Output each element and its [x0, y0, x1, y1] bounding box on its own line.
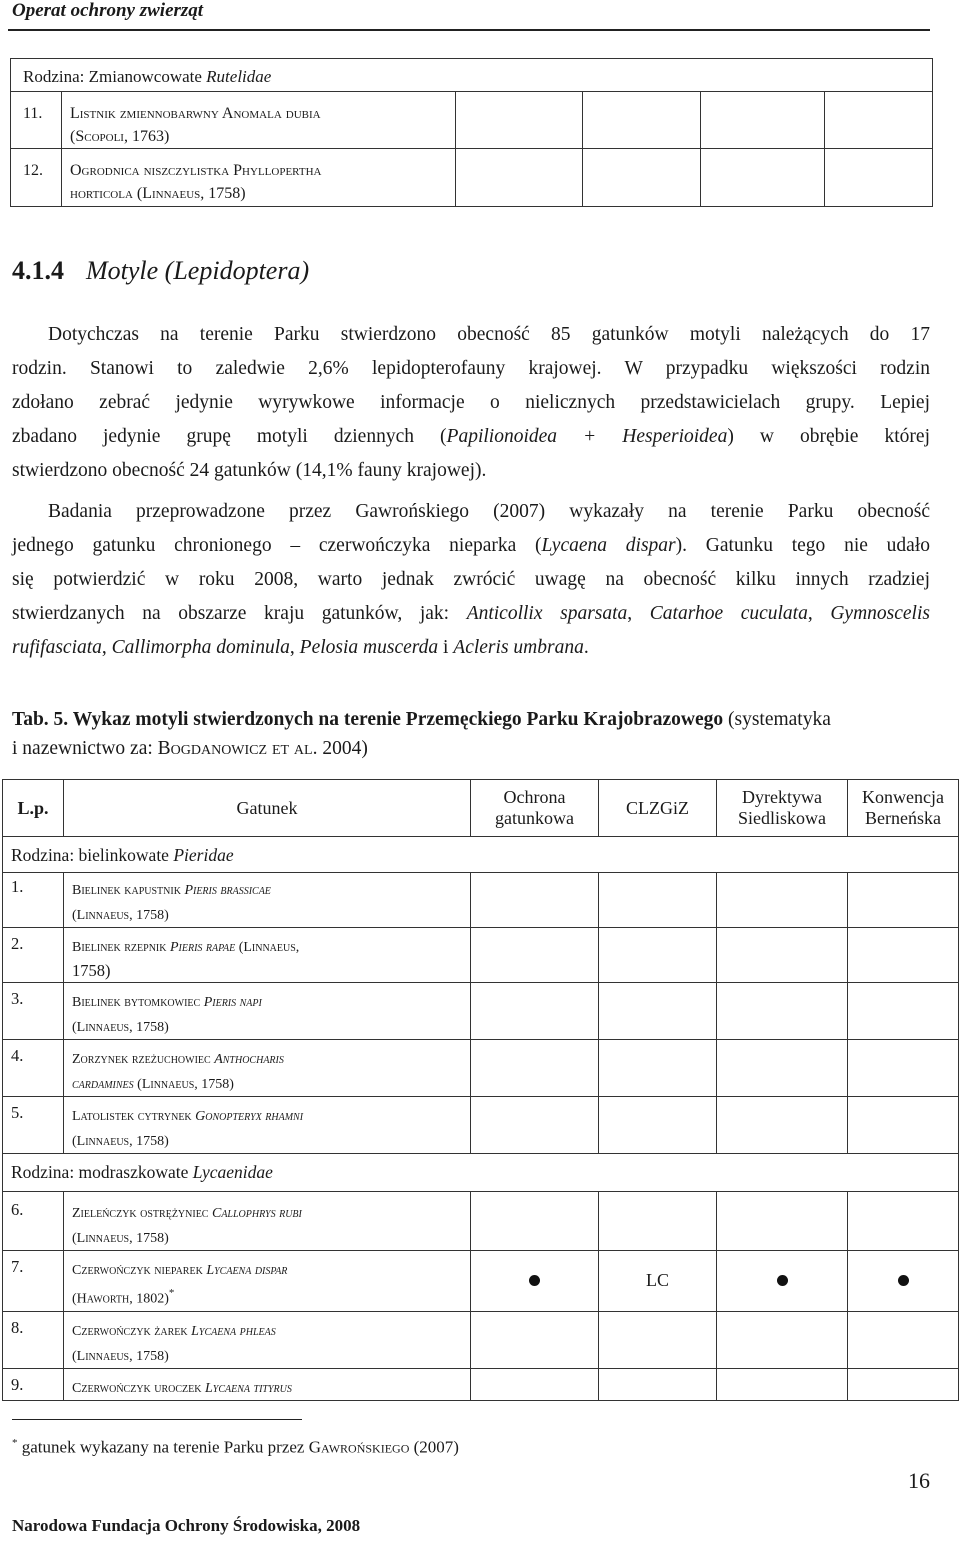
section-heading [12, 256, 309, 286]
row-number: 7. [3, 1251, 64, 1312]
family-row-pieridae: Rodzina: bielinkowate Pieridae [3, 837, 959, 873]
row-number: 12. [11, 149, 62, 207]
cell-empty [717, 1040, 848, 1097]
cell-empty [471, 1311, 599, 1368]
cell-empty [825, 149, 933, 207]
species-name: Zieleńczyk ostrężyniec Callophrys rubi (Linnaeus, 1758) [64, 1192, 471, 1251]
cell-empty [599, 983, 717, 1040]
paragraph-1: Dotychczas na terenie Parku stwierdzono obecność 85 gatunków motyli należących do 17 rodzin. Stanowi to zaledwie 2,6% lepidopterofauny krajowej. W przypadku większości rodzin zdołano zebrać jedynie wyrywkowe informacje o nielicznych przedstawicielach grupy. Lepiej zbadano jedynie grupę motyli dziennych (Papilionoidea + Hesperioidea) w obrębie której stwierdzono obecność 24 gatunków (14,1% fauny krajowej). [12, 324, 930, 481]
document-header-title: Operat ochrony zwierząt [12, 0, 204, 21]
cell-empty [825, 92, 933, 149]
species-name: Bielinek kapustnik Pieris brassicae (Linnaeus, 1758) [64, 873, 471, 928]
header-konwencja: Konwencja Berneńska [848, 780, 959, 837]
dyrektywa-cell [717, 1251, 848, 1312]
cell-empty [471, 928, 599, 983]
cell-empty [471, 1097, 599, 1154]
cell-empty [848, 928, 959, 983]
species-name: Czerwończyk uroczek Lycaena tityrus [64, 1368, 471, 1400]
cell-empty [583, 92, 701, 149]
family-latin: Rutelidae [206, 67, 272, 86]
header-divider [8, 29, 930, 31]
convention-dot [898, 1275, 909, 1286]
cell-empty [717, 1192, 848, 1251]
cell-empty [456, 92, 583, 149]
family-row-rutelidae [11, 59, 933, 92]
family-label: Rodzina: Zmianowcowate [23, 67, 202, 86]
header-lp: L.p. [3, 780, 64, 837]
cell-empty [717, 928, 848, 983]
cell-empty [471, 1368, 599, 1400]
rutelidae-table [10, 58, 933, 207]
species-name: Latolistek cytrynek Gonopteryx rhamni (Linnaeus, 1758) [64, 1097, 471, 1154]
paragraph-2: Badania przeprowadzone przez Gawrońskiego (2007) wykazały na terenie Parku obecność jednego gatunku chronionego – czerwończyka nieparka (Lycaena dispar). Gatunku tego nie udało się potwierdzić w roku 2008, warto jednak zwrócić uwagę na obecność kilku innych rzadziej stwierdzanych na obszarze kraju gatunków, jak: Anticollix sparsata, Catarhoe cuculata, Gymnoscelis rufifasciata, Callimorpha dominula, Pelosia muscerda i Acleris umbrana. [12, 501, 930, 658]
cell-empty [717, 1097, 848, 1154]
row-number: 8. [3, 1311, 64, 1368]
family-row-lycaenidae: Rodzina: modraszkowate Lycaenidae [3, 1154, 959, 1192]
lepidoptera-table [2, 779, 959, 1401]
section-number: 4.1.4 [12, 256, 64, 285]
cell-empty [599, 873, 717, 928]
footnote: * gatunek wykazany na terenie Parku przez Gawrońskiego (2007) [12, 1437, 459, 1457]
cell-empty [717, 983, 848, 1040]
cell-empty [599, 1311, 717, 1368]
cell-empty [848, 1192, 959, 1251]
row-number: 11. [11, 92, 62, 149]
row-number: 2. [3, 928, 64, 983]
footnote-divider [12, 1419, 302, 1420]
caption-bold: Tab. 5. Wykaz motyli stwierdzonych na terenie Przemęckiego Parku Krajobrazowego [12, 709, 724, 730]
cell-empty [848, 1311, 959, 1368]
row-number: 1. [3, 873, 64, 928]
page-number: 16 [908, 1468, 930, 1493]
species-name: Zorzynek rzeżuchowiec Anthocharis cardamines (Linnaeus, 1758) [64, 1040, 471, 1097]
row-number: 4. [3, 1040, 64, 1097]
cell-empty [471, 873, 599, 928]
cell-empty [848, 1368, 959, 1400]
header-gatunek: Gatunek [64, 780, 471, 837]
cell-empty [848, 1040, 959, 1097]
table-caption: Tab. 5. Wykaz motyli stwierdzonych na terenie Przemęckiego Parku Krajobrazowego (systematyka i nazewnictwo za: Bogdanowicz et al. 2004) [12, 709, 831, 759]
cell-empty [701, 92, 825, 149]
cell-empty [599, 1192, 717, 1251]
directive-dot [777, 1275, 788, 1286]
cell-empty [848, 983, 959, 1040]
species-name: Bielinek bytomkowiec Pieris napi (Linnaeus, 1758) [64, 983, 471, 1040]
row-number: 3. [3, 983, 64, 1040]
cell-empty [471, 1192, 599, 1251]
protection-dot [529, 1275, 540, 1286]
cell-empty [717, 873, 848, 928]
cell-empty [848, 1097, 959, 1154]
cell-empty [848, 873, 959, 928]
row-number: 9. [3, 1368, 64, 1400]
konwencja-cell [848, 1251, 959, 1312]
species-name: Czerwończyk żarek Lycaena phleas (Linnaeus, 1758) [64, 1311, 471, 1368]
row-number: 5. [3, 1097, 64, 1154]
cell-empty [701, 149, 825, 207]
cell-empty [599, 1368, 717, 1400]
clzgiz-cell: LC [599, 1251, 717, 1312]
species-name: Czerwończyk nieparek Lycaena dispar (Haworth, 1802)* [64, 1251, 471, 1312]
cell-empty [471, 983, 599, 1040]
cell-empty [599, 1097, 717, 1154]
cell-empty [717, 1311, 848, 1368]
species-name: Ogrodnica niszczylistka Phyllopertha horticola (Linnaeus, 1758) [62, 149, 456, 207]
cell-empty [717, 1368, 848, 1400]
species-name: Listnik zmiennobarwny Anomala dubia (Scopoli, 1763) [62, 92, 456, 149]
cell-empty [599, 928, 717, 983]
cell-empty [583, 149, 701, 207]
section-title: Motyle (Lepidoptera) [86, 256, 310, 285]
footer-text: Narodowa Fundacja Ochrony Środowiska, 2008 [12, 1516, 361, 1535]
row-number: 6. [3, 1192, 64, 1251]
species-name: Bielinek rzepnik Pieris rapae (Linnaeus, 1758) [64, 928, 471, 983]
cell-empty [599, 1040, 717, 1097]
footnote-marker: * [168, 1287, 175, 1299]
cell-empty [456, 149, 583, 207]
header-ochrona: Ochrona gatunkowa [471, 780, 599, 837]
header-clzgiz: CLZGiZ [599, 780, 717, 837]
ochrona-cell [471, 1251, 599, 1312]
header-dyrektywa: Dyrektywa Siedliskowa [717, 780, 848, 837]
cell-empty [471, 1040, 599, 1097]
